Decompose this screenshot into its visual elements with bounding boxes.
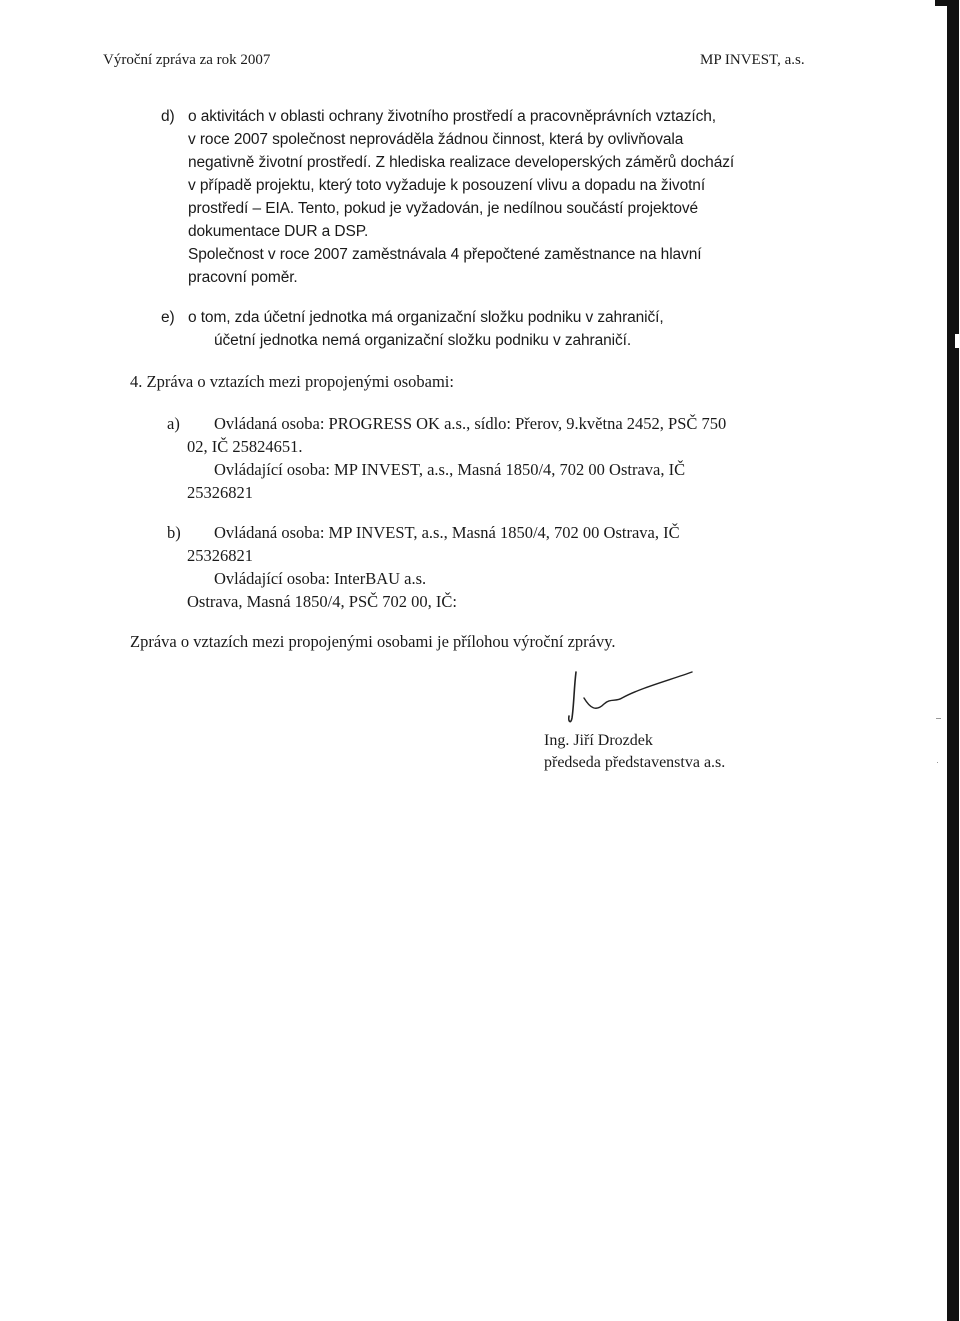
section-e-line: o tom, zda účetní jednotka má organizační složku podniku v zahraničí, — [188, 309, 664, 326]
item-a-line: 25326821 — [187, 483, 253, 502]
closing-statement: Zpráva o vztazích mezi propojenými osobami je přílohou výroční zprávy. — [130, 632, 616, 651]
scan-dust-speck — [936, 718, 941, 719]
section-d-line: o aktivitách v oblasti ochrany životního prostředí a pracovněprávních vztazích, — [188, 108, 716, 125]
scan-edge-mark — [955, 334, 960, 348]
section-d-line: Společnost v roce 2007 zaměstnávala 4 přepočtené zaměstnance na hlavní — [188, 246, 702, 263]
item-a-line: Ovládaná osoba: PROGRESS OK a.s., sídlo: Přerov, 9.května 2452, PSČ 750 — [214, 414, 727, 433]
header-document-title: Výroční zpráva za rok 2007 — [103, 52, 271, 68]
section-d-line: v roce 2007 společnost neprováděla žádnou činnost, která by ovlivňovala — [188, 131, 684, 148]
section-d-line: pracovní poměr. — [188, 269, 298, 286]
section-d-line: v případě projektu, který toto vyžaduje k posouzení vlivu a dopadu na životní — [188, 177, 706, 194]
item-b-line: Ostrava, Masná 1850/4, PSČ 702 00, IČ: — [187, 592, 457, 611]
scan-edge-bar — [947, 0, 959, 1321]
section-d-line: prostředí – EIA. Tento, pokud je vyžadován, je nedílnou součástí projektové — [188, 200, 699, 217]
item-b-line: 25326821 — [187, 546, 253, 565]
item-a-line: Ovládající osoba: MP INVEST, a.s., Masná 1850/4, 702 00 Ostrava, IČ — [214, 460, 686, 479]
section-e-marker: e) — [161, 309, 175, 326]
item-a-marker: a) — [167, 414, 180, 433]
handwritten-signature — [560, 668, 700, 726]
section-e-line: účetní jednotka nemá organizační složku podniku v zahraničí. — [214, 332, 632, 349]
section-4-heading: 4. Zpráva o vztazích mezi propojenými osobami: — [130, 372, 454, 391]
item-b-marker: b) — [167, 523, 181, 542]
section-d-line: dokumentace DUR a DSP. — [188, 223, 369, 240]
scan-dust-speck — [937, 762, 938, 763]
section-d-line: negativně životní prostředí. Z hlediska realizace developerských záměrů dochází — [188, 154, 735, 171]
header-company-name: MP INVEST, a.s. — [700, 52, 805, 68]
item-b-line: Ovládaná osoba: MP INVEST, a.s., Masná 1850/4, 702 00 Ostrava, IČ — [214, 523, 680, 542]
signatory-title: předseda představenstva a.s. — [544, 754, 726, 771]
item-a-line: 02, IČ 25824651. — [187, 437, 303, 456]
signatory-name: Ing. Jiří Drozdek — [544, 732, 653, 749]
item-b-line: Ovládající osoba: InterBAU a.s. — [214, 569, 427, 588]
section-d-marker: d) — [161, 108, 175, 125]
